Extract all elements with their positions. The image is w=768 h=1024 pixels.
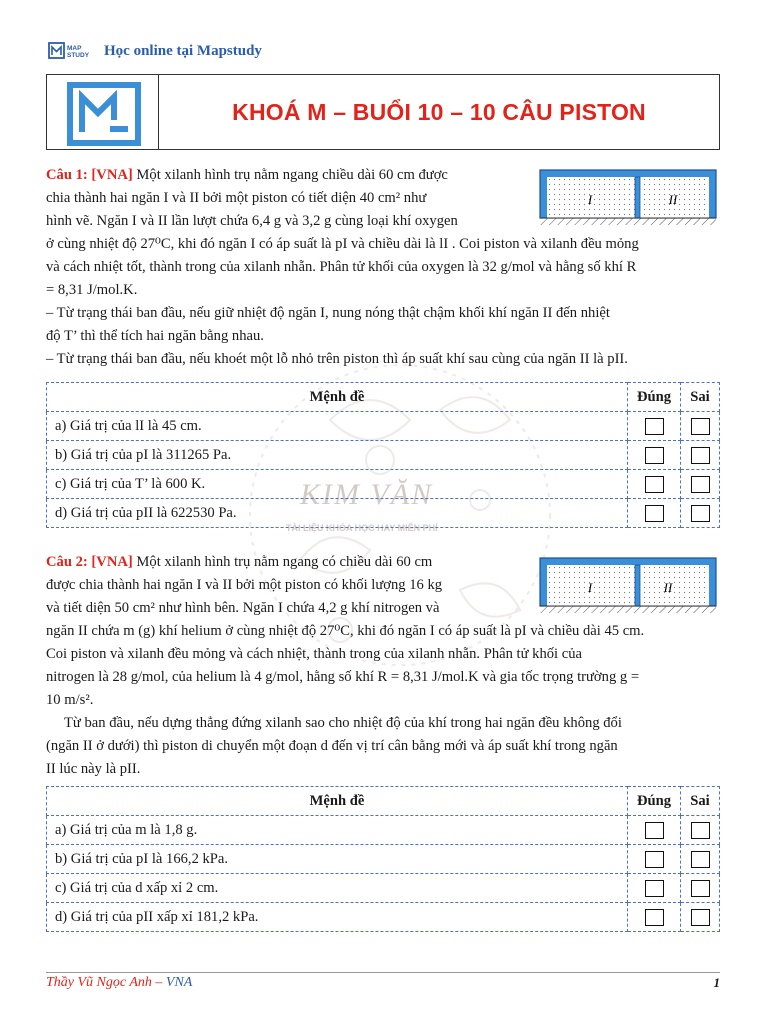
- q2-fig-label-II: II: [663, 580, 673, 595]
- q1-text-line7: – Từ trạng thái ban đầu, nếu giữ nhiệt độ ngăn I, nung nóng thật chậm khối khí ngăn II đến nhiệt: [46, 305, 610, 321]
- statement-text: d) Giá trị của pII xấp xỉ 181,2 kPa.: [47, 903, 628, 932]
- q2-fig-label-I: I: [587, 580, 593, 595]
- q1b-true-checkbox[interactable]: [645, 447, 664, 464]
- q1-text-line1: Một xilanh hình trụ nằm ngang chiều dài 60 cm được: [136, 167, 448, 183]
- q1a-false-checkbox[interactable]: [691, 418, 710, 435]
- q2-tag: [VNA]: [91, 554, 133, 570]
- q1-statement-table: [46, 382, 720, 528]
- svg-text:STUDY: STUDY: [67, 52, 90, 59]
- table-row: [47, 845, 720, 874]
- q2a-true-checkbox[interactable]: [645, 822, 664, 839]
- q2-text-line2: được chia thành hai ngăn I và II bởi một piston có khối lượng 16 kg: [46, 577, 443, 593]
- q1-text-line9: – Từ trạng thái ban đầu, nếu khoét một lỗ nhỏ trên piston thì áp suất khí sau cùng của ngăn II là pII.: [46, 351, 628, 367]
- col-false: Sai: [681, 787, 720, 816]
- q2-text-line7: 10 m/s².: [46, 692, 94, 708]
- q1-text-line4: ở cùng nhiệt độ 27⁰C, khi đó ngăn I có áp suất là pI và chiều dài là lI . Coi piston và xilanh đều mỏng: [46, 236, 639, 252]
- footer-author: [46, 975, 192, 991]
- title-logo-cell: [47, 75, 159, 149]
- q1b-false-checkbox[interactable]: [691, 447, 710, 464]
- q1-line1: [46, 164, 512, 187]
- col-true: Đúng: [628, 383, 681, 412]
- q1-text-line5: và cách nhiệt tốt, thành trong của xilanh nhẵn. Phân tử khối của oxygen là 32 g/mol và hằng số khí R: [46, 259, 637, 275]
- footer-author-name: Thầy Vũ Ngọc Anh: [46, 975, 152, 990]
- statement-text: b) Giá trị của pI là 311265 Pa.: [47, 441, 628, 470]
- q2a-false-checkbox[interactable]: [691, 822, 710, 839]
- q1-tag: [VNA]: [91, 167, 133, 183]
- footer-brand: VNA: [165, 975, 193, 990]
- q1-text-line3: hình vẽ. Ngăn I và II lần lượt chứa 6,4 g và 3,2 g cùng loại khí oxygen: [46, 213, 458, 229]
- table-row: [47, 903, 720, 932]
- footer-sep: –: [151, 975, 166, 990]
- table-row: [47, 874, 720, 903]
- q1a-true-checkbox[interactable]: [645, 418, 664, 435]
- q2-text-line3: và tiết diện 50 cm² như hình bên. Ngăn I chứa 4,2 g khí nitrogen và: [46, 600, 440, 616]
- q2c-true-checkbox[interactable]: [645, 880, 664, 897]
- statement-text: d) Giá trị của pII là 622530 Pa.: [47, 499, 628, 528]
- page-number: 1: [713, 975, 720, 990]
- col-true: Đúng: [628, 787, 681, 816]
- watermark-name: KIM VĂN: [300, 478, 434, 511]
- q1d-false-checkbox[interactable]: [691, 505, 710, 522]
- q1-fig-label-I: I: [587, 192, 593, 207]
- q2-text-line6: nitrogen là 28 g/mol, của helium là 4 g/mol, hằng số khí R = 8,31 J/mol.K và gia tốc trọng trường g =: [46, 669, 640, 685]
- q1-text-line8: độ T’ thì thể tích hai ngăn bằng nhau.: [46, 328, 264, 344]
- q2-text-line9: (ngăn II ở dưới) thì piston di chuyển một đoạn d đến vị trí cân bằng mới và áp suất khí trong ngăn: [46, 738, 618, 754]
- table-row: [47, 470, 720, 499]
- q1-fig-label-II: II: [668, 192, 678, 207]
- footer-divider: [46, 972, 720, 973]
- q1c-false-checkbox[interactable]: [691, 476, 710, 493]
- statement-text: b) Giá trị của pI là 166,2 kPa.: [47, 845, 628, 874]
- page-title: KHOÁ M – BUỔI 10 – 10 CÂU PISTON: [232, 98, 646, 125]
- q2d-true-checkbox[interactable]: [645, 909, 664, 926]
- col-false: Sai: [681, 383, 720, 412]
- q2-label: Câu 2:: [46, 554, 88, 570]
- title-box: [46, 74, 720, 150]
- q2-text-line10: II lúc này là pII.: [46, 761, 141, 777]
- q2-text-line4: ngăn II chứa m (g) khí helium ở cùng nhiệt độ 27⁰C, khi đó ngăn I có áp suất là pI và chiều dài 45 cm.: [46, 623, 645, 639]
- table-row: [47, 816, 720, 845]
- q1-text-line6: = 8,31 J/mol.K.: [46, 282, 138, 298]
- watermark-subtitle: TÀI LIỆU KHÓA HỌC HAY MIỄN PHÍ: [286, 523, 438, 533]
- q2-text-line5: Coi piston và xilanh đều mỏng và cách nhiệt, thành trong của xilanh nhẵn. Phân tử khối của: [46, 646, 583, 662]
- q2-cylinder-figure: [538, 556, 718, 614]
- m-logo-icon: [67, 82, 141, 146]
- q2b-true-checkbox[interactable]: [645, 851, 664, 868]
- q2d-false-checkbox[interactable]: [691, 909, 710, 926]
- table-row: [47, 441, 720, 470]
- q1-label: Câu 1:: [46, 167, 88, 183]
- q1d-true-checkbox[interactable]: [645, 505, 664, 522]
- q2-statement-table: [46, 786, 720, 932]
- statement-text: a) Giá trị của m là 1,8 g.: [47, 816, 628, 845]
- q2b-false-checkbox[interactable]: [691, 851, 710, 868]
- statement-text: a) Giá trị của lI là 45 cm.: [47, 412, 628, 441]
- col-statement: Mệnh đề: [47, 383, 628, 412]
- header-title: Học online tại Mapstudy: [104, 43, 262, 59]
- q2c-false-checkbox[interactable]: [691, 880, 710, 897]
- table-row: [47, 412, 720, 441]
- svg-text:MAP: MAP: [67, 45, 82, 52]
- q2-line1: [46, 551, 512, 574]
- q1-text-line2: chia thành hai ngăn I và II bởi một piston có tiết diện 40 cm² như: [46, 190, 427, 206]
- col-statement: Mệnh đề: [47, 787, 628, 816]
- statement-text: c) Giá trị của d xấp xỉ 2 cm.: [47, 874, 628, 903]
- q2-text-line8: Từ ban đầu, nếu dựng thẳng đứng xilanh sao cho nhiệt độ của khí trong hai ngăn đều không đổi: [64, 715, 622, 731]
- q1-cylinder-figure: [538, 168, 718, 226]
- table-row: [47, 499, 720, 528]
- statement-text: c) Giá trị của T’ là 600 K.: [47, 470, 628, 499]
- q2-text-line1: Một xilanh hình trụ nằm ngang có chiều dài 60 cm: [136, 554, 433, 570]
- mapstudy-logo: [48, 41, 98, 63]
- q1c-true-checkbox[interactable]: [645, 476, 664, 493]
- table-header-row: [47, 787, 720, 816]
- table-header-row: [47, 383, 720, 412]
